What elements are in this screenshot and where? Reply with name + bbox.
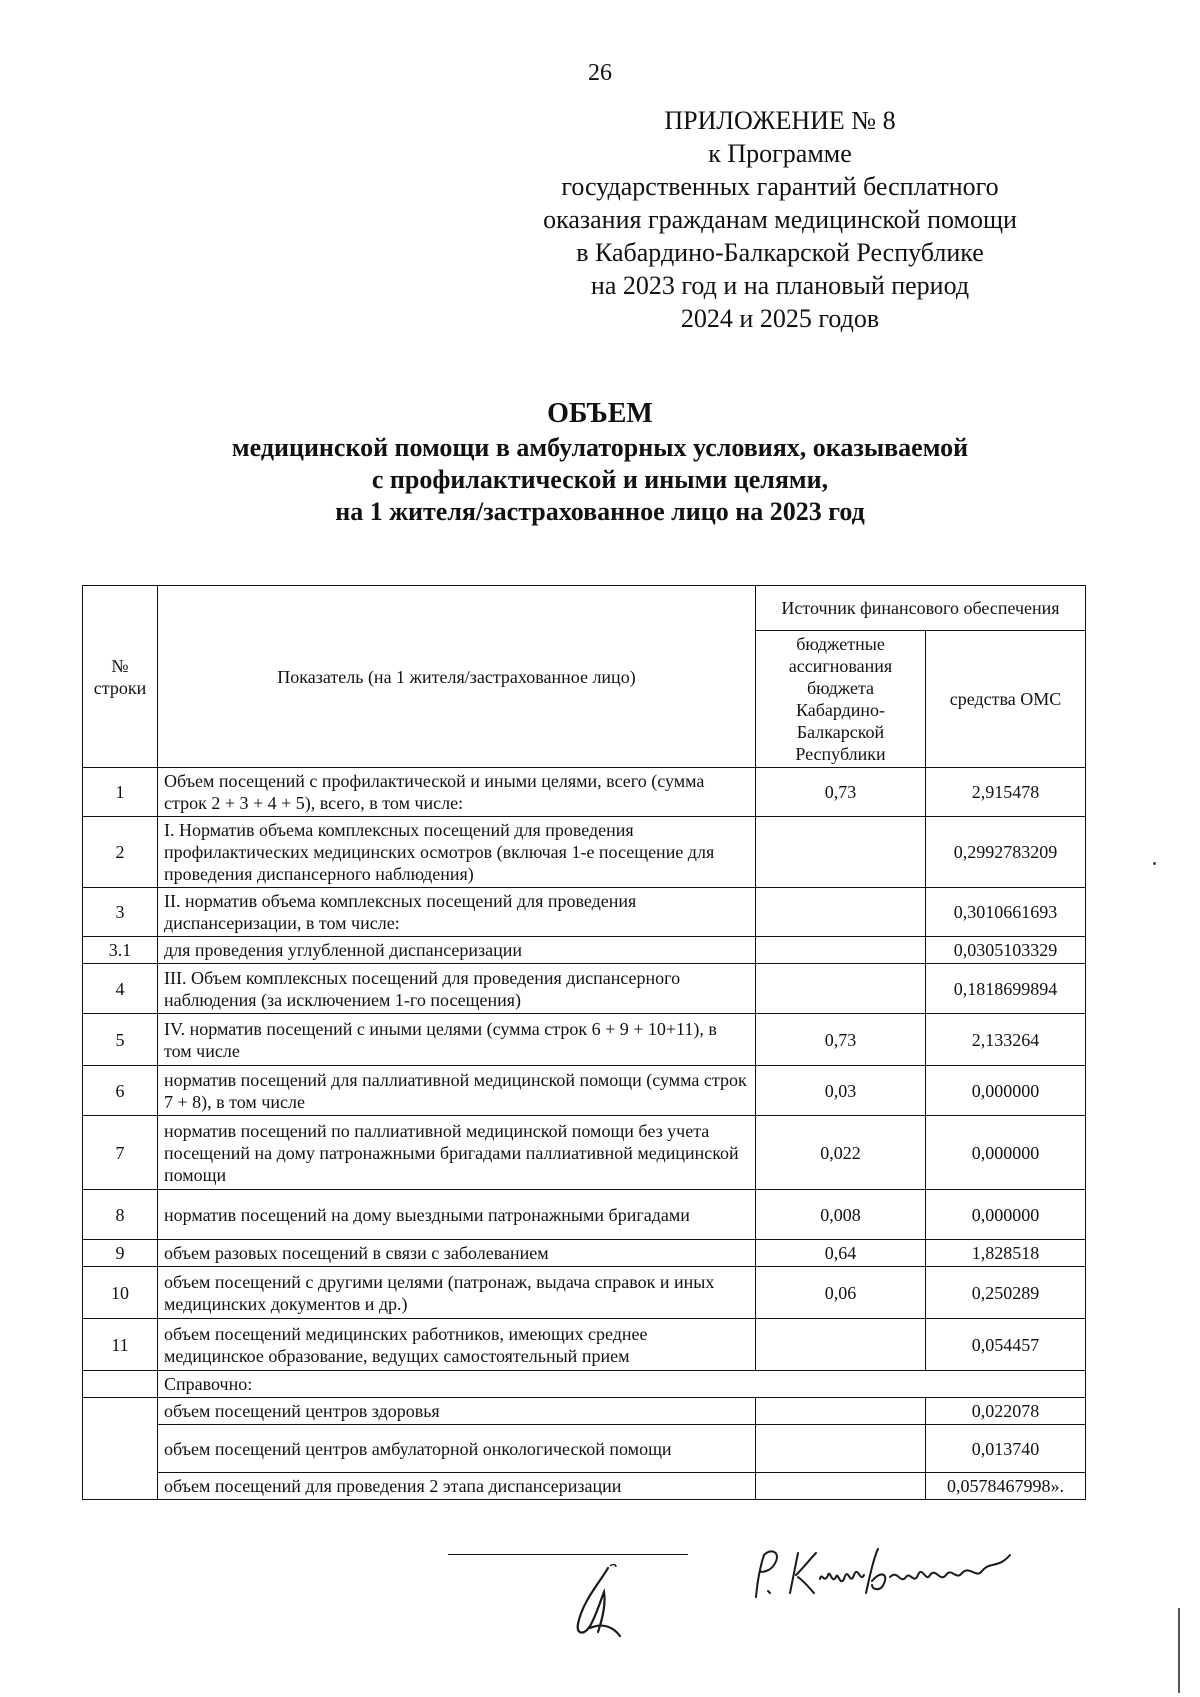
table-row <box>83 888 1086 937</box>
appendix-line: оказания гражданам медицинской помощи <box>543 205 1017 234</box>
row-number: 10 <box>83 1267 158 1319</box>
reference-indicator: объем посещений для проведения 2 этапа диспансеризации <box>158 1473 756 1500</box>
appendix-header <box>470 104 1090 335</box>
row-oms-value: 0,000000 <box>926 1190 1086 1240</box>
scan-edge-mark <box>1178 1608 1180 1693</box>
appendix-line: 2024 и 2025 годов <box>680 304 880 333</box>
appendix-line: на 2023 год и на плановый период <box>590 271 970 300</box>
row-indicator: I. Норматив объема комплексных посещений для проведения профилактических медицинских осмотров (включая 1-е посещение для проведения диспансерного наблюдения) <box>158 817 756 888</box>
row-budget-value <box>756 937 926 964</box>
appendix-line: ПРИЛОЖЕНИЕ № 8 <box>664 106 896 135</box>
row-budget-value: 0,008 <box>756 1190 926 1240</box>
row-indicator: для проведения углубленной диспансеризации <box>158 937 756 964</box>
table-row <box>83 1066 1086 1116</box>
appendix-line: государственных гарантий бесплатного <box>561 172 999 201</box>
reference-budget-value <box>756 1398 926 1425</box>
row-budget-value <box>756 964 926 1014</box>
table-row <box>83 937 1086 964</box>
header-oms: средства ОМС <box>926 631 1086 768</box>
row-number: 6 <box>83 1066 158 1116</box>
row-indicator: норматив посещений на дому выездными патронажными бригадами <box>158 1190 756 1240</box>
row-indicator: III. Объем комплексных посещений для проведения диспансерного наблюдения (за исключением 1-го посещения) <box>158 964 756 1014</box>
table-row <box>83 768 1086 817</box>
row-budget-value: 0,73 <box>756 768 926 817</box>
reference-row <box>83 1398 1086 1425</box>
row-budget-value: 0,06 <box>756 1267 926 1319</box>
appendix-line: в Кабардино-Балкарской Республике <box>576 238 984 267</box>
table-row <box>83 1014 1086 1066</box>
row-number: 2 <box>83 817 158 888</box>
row-oms-value: 0,000000 <box>926 1116 1086 1190</box>
row-budget-value: 0,03 <box>756 1066 926 1116</box>
row-number: 11 <box>83 1319 158 1371</box>
table-row <box>83 1190 1086 1240</box>
table-row <box>83 817 1086 888</box>
table-row <box>83 1240 1086 1267</box>
row-oms-value: 0,0305103329 <box>926 937 1086 964</box>
title-line: медицинской помощи в амбулаторных условиях, оказываемой <box>231 433 969 462</box>
reference-oms-value: 0,013740 <box>926 1425 1086 1473</box>
row-budget-value: 0,64 <box>756 1240 926 1267</box>
reference-label: Справочно: <box>158 1371 1086 1398</box>
reference-row <box>83 1425 1086 1473</box>
appendix-line: к Программе <box>708 139 852 168</box>
volume-table <box>82 585 1086 1500</box>
name-signature-icon <box>750 1535 1050 1610</box>
row-number: 5 <box>83 1014 158 1066</box>
row-number: 7 <box>83 1116 158 1190</box>
table-row <box>83 1267 1086 1319</box>
row-budget-value: 0,022 <box>756 1116 926 1190</box>
reference-label-row <box>83 1371 1086 1398</box>
signature-line <box>448 1554 688 1555</box>
reference-budget-value <box>756 1473 926 1500</box>
row-number: 9 <box>83 1240 158 1267</box>
initials-signature-icon <box>560 1562 640 1642</box>
row-oms-value: 0,000000 <box>926 1066 1086 1116</box>
row-budget-value <box>756 817 926 888</box>
row-indicator: II. норматив объема комплексных посещений для проведения диспансеризации, в том числе: <box>158 888 756 937</box>
table-row <box>83 964 1086 1014</box>
page-number: 26 <box>588 60 612 86</box>
row-oms-value: 2,133264 <box>926 1014 1086 1066</box>
header-funding-source: Источник финансового обеспечения <box>756 586 1086 631</box>
row-indicator: норматив посещений по паллиативной медицинской помощи без учета посещений на дому патронажными бригадами паллиативной медицинской помощи <box>158 1116 756 1190</box>
row-number: 4 <box>83 964 158 1014</box>
row-indicator: объем посещений медицинских работников, имеющих среднее медицинское образование, ведущих самостоятельный прием <box>158 1319 756 1371</box>
row-indicator: объем посещений с другими целями (патронаж, выдача справок и иных медицинских документов и др.) <box>158 1267 756 1319</box>
row-number: 3.1 <box>83 937 158 964</box>
row-oms-value: 2,915478 <box>926 768 1086 817</box>
row-oms-value: 0,250289 <box>926 1267 1086 1319</box>
row-indicator: IV. норматив посещений с иными целями (сумма строк 6 + 9 + 10+11), в том числе <box>158 1014 756 1066</box>
row-budget-value <box>756 888 926 937</box>
row-oms-value: 0,2992783209 <box>926 817 1086 888</box>
row-indicator: объем разовых посещений в связи с заболеванием <box>158 1240 756 1267</box>
reference-indicator: объем посещений центров амбулаторной онкологической помощи <box>158 1425 756 1473</box>
row-indicator: норматив посещений для паллиативной медицинской помощи (сумма строк 7 + 8), в том числе <box>158 1066 756 1116</box>
reference-oms-value: 0,022078 <box>926 1398 1086 1425</box>
reference-row <box>83 1473 1086 1500</box>
title-main: ОБЪЕМ <box>547 398 653 429</box>
row-indicator: Объем посещений с профилактической и иными целями, всего (сумма строк 2 + 3 + 4 + 5), всего, в том числе: <box>158 768 756 817</box>
row-oms-value: 0,054457 <box>926 1319 1086 1371</box>
row-number: 3 <box>83 888 158 937</box>
table-row <box>83 1116 1086 1190</box>
title-line: на 1 жителя/застрахованное лицо на 2023 год <box>335 497 865 526</box>
row-oms-value: 0,1818699894 <box>926 964 1086 1014</box>
header-row-number: № строки <box>83 586 158 768</box>
row-oms-value: 0,3010661693 <box>926 888 1086 937</box>
document-title <box>100 398 1100 528</box>
table-row <box>83 1319 1086 1371</box>
scan-speck <box>1153 862 1156 865</box>
header-budget: бюджетные ассигнования бюджета Кабардино-Балкарской Республики <box>756 631 926 768</box>
title-line: с профилактической и иными целями, <box>371 465 829 494</box>
reference-oms-value: 0,0578467998». <box>926 1473 1086 1500</box>
row-number: 8 <box>83 1190 158 1240</box>
reference-indicator: объем посещений центров здоровья <box>158 1398 756 1425</box>
row-number: 1 <box>83 768 158 817</box>
row-oms-value: 1,828518 <box>926 1240 1086 1267</box>
reference-budget-value <box>756 1425 926 1473</box>
row-budget-value <box>756 1319 926 1371</box>
row-budget-value: 0,73 <box>756 1014 926 1066</box>
header-indicator: Показатель (на 1 жителя/застрахованное лицо) <box>158 586 756 768</box>
